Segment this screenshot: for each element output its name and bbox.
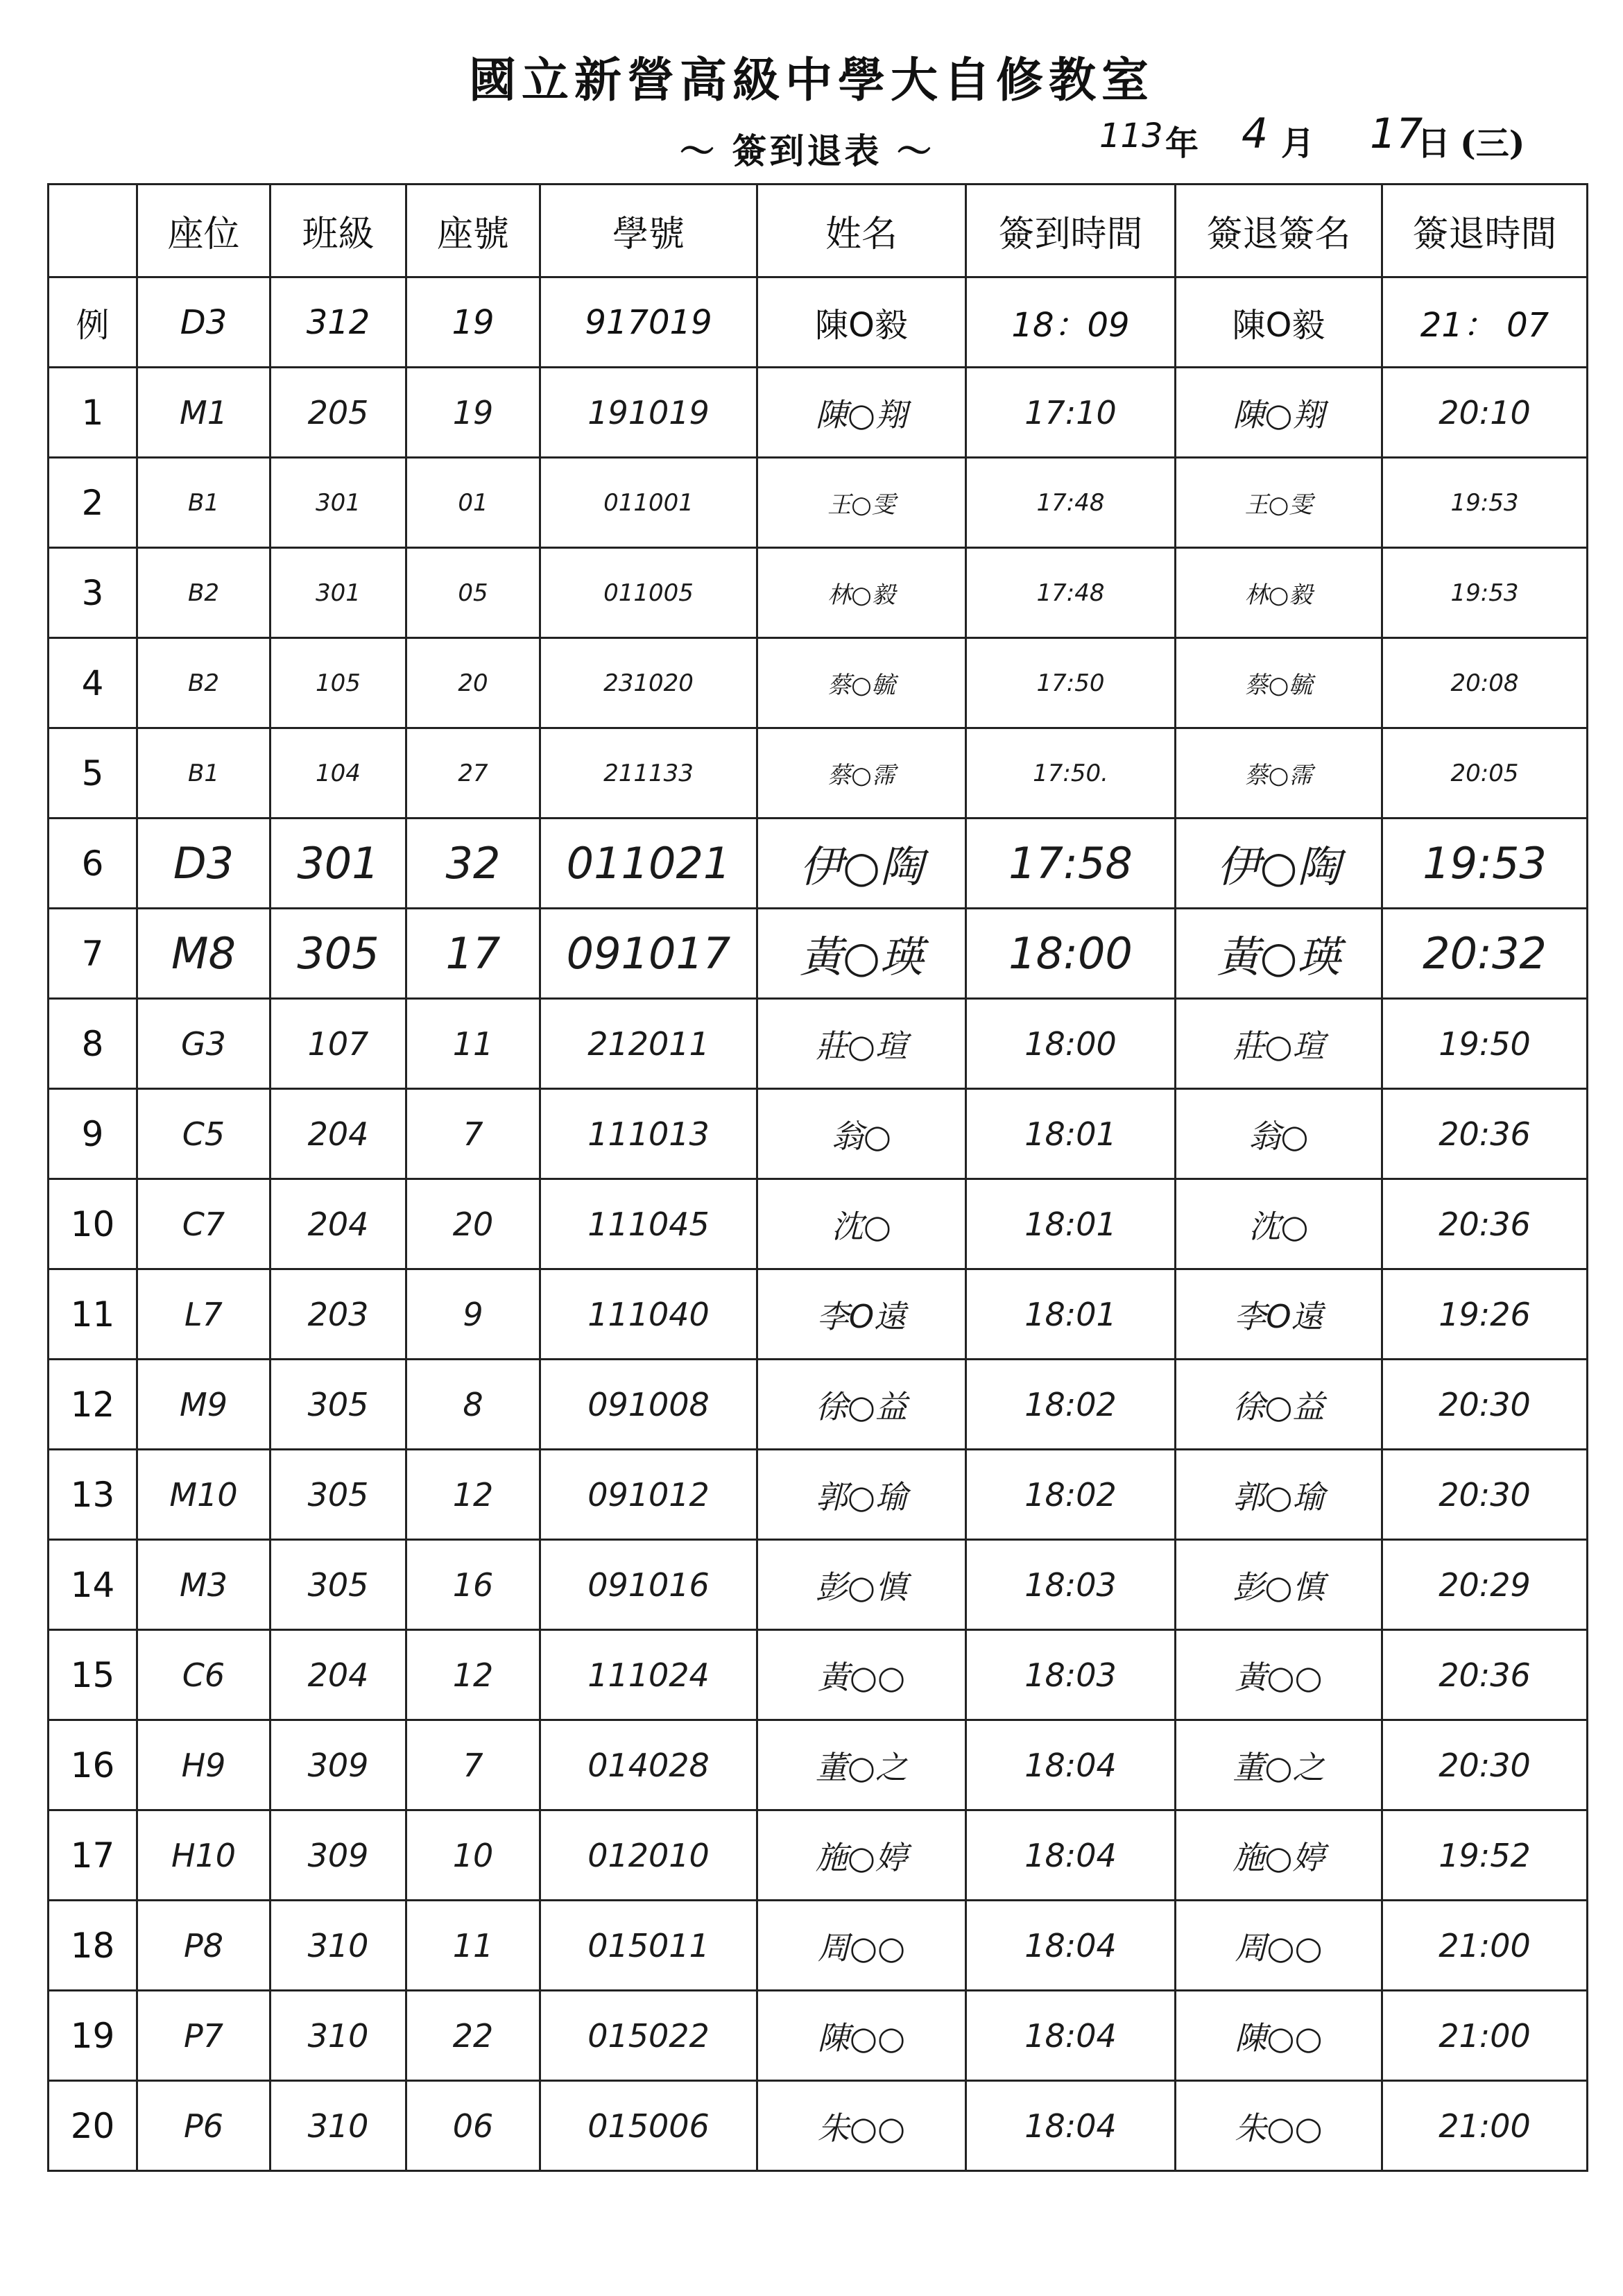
table-row: [49, 1810, 1588, 1901]
row-number: 19: [49, 1991, 137, 2081]
seat-no-cell: 16: [406, 1540, 540, 1630]
page-title: 國立新營高級中學大自修教室: [468, 53, 1154, 108]
col-header-sign-in-time: 簽到時間: [966, 185, 1176, 277]
class-cell: 204: [270, 1179, 406, 1269]
seat-cell: H10: [137, 1810, 270, 1901]
header-row: [49, 185, 1588, 277]
seat-no-cell: 05: [406, 548, 540, 638]
row-number: 17: [49, 1810, 137, 1901]
sign-out-name-cell: 周○○: [1176, 1901, 1382, 1991]
name-cell: 朱○○: [757, 2081, 966, 2171]
student-id-cell: 015011: [540, 1901, 757, 1991]
example-sign-out-time: 21： 07: [1382, 277, 1588, 368]
sign-out-time-cell: 19:26: [1382, 1269, 1588, 1360]
table-row: [49, 1179, 1588, 1269]
seat-no-cell: 01: [406, 458, 540, 548]
sign-in-time-cell: 17:10: [966, 368, 1176, 458]
row-number: 10: [49, 1179, 137, 1269]
sign-out-time-cell: 20:30: [1382, 1720, 1588, 1810]
student-id-cell: 111024: [540, 1630, 757, 1720]
col-header-seat-no: 座號: [406, 185, 540, 277]
table-row: [49, 728, 1588, 819]
student-id-cell: 212011: [540, 999, 757, 1089]
col-header-sign-out-name: 簽退簽名: [1176, 185, 1382, 277]
sign-in-time-cell: 18:03: [966, 1540, 1176, 1630]
col-header-seat: 座位: [137, 185, 270, 277]
name-cell: 彭○慎: [757, 1540, 966, 1630]
student-id-cell: 091008: [540, 1360, 757, 1450]
name-cell: 施○婷: [757, 1810, 966, 1901]
table-row: [49, 1720, 1588, 1810]
table-row: [49, 2081, 1588, 2171]
sign-out-time-cell: 20:36: [1382, 1179, 1588, 1269]
sign-out-name-cell: 黃○瑛: [1176, 909, 1382, 999]
sign-out-time-cell: 21:00: [1382, 1901, 1588, 1991]
seat-cell: M8: [137, 909, 270, 999]
table-row: [49, 1991, 1588, 2081]
row-number: 9: [49, 1089, 137, 1179]
student-id-cell: 011021: [540, 819, 757, 909]
row-number: 4: [49, 638, 137, 728]
seat-no-cell: 7: [406, 1089, 540, 1179]
form-subtitle: 〜 簽到退表 〜: [680, 130, 934, 171]
row-number: 11: [49, 1269, 137, 1360]
seat-no-cell: 7: [406, 1720, 540, 1810]
sign-out-name-cell: 郭○瑜: [1176, 1450, 1382, 1540]
sign-in-time-cell: 17:48: [966, 458, 1176, 548]
name-cell: 徐○益: [757, 1360, 966, 1450]
example-row: [49, 277, 1588, 368]
sign-out-time-cell: 20:08: [1382, 638, 1588, 728]
col-header-sign-out-time: 簽退時間: [1382, 185, 1588, 277]
sign-in-time-cell: 18:01: [966, 1089, 1176, 1179]
sign-in-time-cell: 18:04: [966, 2081, 1176, 2171]
sign-out-time-cell: 20:36: [1382, 1089, 1588, 1179]
seat-cell: C5: [137, 1089, 270, 1179]
student-id-cell: 211133: [540, 728, 757, 819]
row-number: 20: [49, 2081, 137, 2171]
name-cell: 周○○: [757, 1901, 966, 1991]
name-cell: 黃○瑛: [757, 909, 966, 999]
table-row: [49, 819, 1588, 909]
sign-out-name-cell: 伊○陶: [1176, 819, 1382, 909]
sign-out-name-cell: 王○雯: [1176, 458, 1382, 548]
date-year-unit: 年: [1165, 124, 1199, 163]
seat-no-cell: 10: [406, 1810, 540, 1901]
table-row: [49, 548, 1588, 638]
sign-out-name-cell: 董○之: [1176, 1720, 1382, 1810]
name-cell: 李O遠: [757, 1269, 966, 1360]
class-cell: 305: [270, 1360, 406, 1450]
sign-in-time-cell: 18:00: [966, 999, 1176, 1089]
student-id-cell: 111040: [540, 1269, 757, 1360]
sign-in-time-cell: 18:03: [966, 1630, 1176, 1720]
seat-cell: B2: [137, 548, 270, 638]
sign-in-time-cell: 18:00: [966, 909, 1176, 999]
sign-out-name-cell: 莊○瑄: [1176, 999, 1382, 1089]
table-row: [49, 458, 1588, 548]
name-cell: 郭○瑜: [757, 1450, 966, 1540]
seat-cell: B1: [137, 728, 270, 819]
sign-out-time-cell: 21:00: [1382, 2081, 1588, 2171]
seat-cell: G3: [137, 999, 270, 1089]
seat-cell: P6: [137, 2081, 270, 2171]
student-id-cell: 111013: [540, 1089, 757, 1179]
name-cell: 莊○瑄: [757, 999, 966, 1089]
sign-in-time-cell: 18:04: [966, 1720, 1176, 1810]
student-id-cell: 014028: [540, 1720, 757, 1810]
seat-cell: B1: [137, 458, 270, 548]
sign-out-name-cell: 陳○○: [1176, 1991, 1382, 2081]
seat-cell: D3: [137, 819, 270, 909]
sign-in-time-cell: 17:50.: [966, 728, 1176, 819]
sign-out-time-cell: 20:32: [1382, 909, 1588, 999]
example-name: 陳O毅: [757, 277, 966, 368]
row-number: 6: [49, 819, 137, 909]
student-id-cell: 091012: [540, 1450, 757, 1540]
class-cell: 205: [270, 368, 406, 458]
class-cell: 301: [270, 548, 406, 638]
seat-cell: P8: [137, 1901, 270, 1991]
table-row: [49, 1269, 1588, 1360]
example-seat: D3: [137, 277, 270, 368]
name-cell: 董○之: [757, 1720, 966, 1810]
row-number: 7: [49, 909, 137, 999]
example-label: 例: [49, 277, 137, 368]
seat-cell: C7: [137, 1179, 270, 1269]
name-cell: 陳○翔: [757, 368, 966, 458]
seat-cell: L7: [137, 1269, 270, 1360]
row-number: 15: [49, 1630, 137, 1720]
seat-no-cell: 20: [406, 638, 540, 728]
row-number: 1: [49, 368, 137, 458]
sign-out-name-cell: 蔡○毓: [1176, 638, 1382, 728]
sign-out-name-cell: 蔡○霈: [1176, 728, 1382, 819]
sign-out-time-cell: 20:29: [1382, 1540, 1588, 1630]
class-cell: 305: [270, 1450, 406, 1540]
example-student-id: 917019: [540, 277, 757, 368]
seat-no-cell: 32: [406, 819, 540, 909]
sign-out-time-cell: 20:30: [1382, 1360, 1588, 1450]
row-number: 13: [49, 1450, 137, 1540]
table-row: [49, 909, 1588, 999]
name-cell: 伊○陶: [757, 819, 966, 909]
date-weekday: (三): [1460, 124, 1525, 163]
date-month-unit: 月: [1281, 124, 1315, 163]
sign-in-time-cell: 18:01: [966, 1179, 1176, 1269]
class-cell: 301: [270, 819, 406, 909]
seat-no-cell: 12: [406, 1450, 540, 1540]
class-cell: 305: [270, 1540, 406, 1630]
row-number: 2: [49, 458, 137, 548]
student-id-cell: 015006: [540, 2081, 757, 2171]
sign-out-name-cell: 黃○○: [1176, 1630, 1382, 1720]
sign-in-time-cell: 18:02: [966, 1360, 1176, 1450]
class-cell: 105: [270, 638, 406, 728]
table-row: [49, 368, 1588, 458]
col-header-student-id: 學號: [540, 185, 757, 277]
sign-out-name-cell: 彭○慎: [1176, 1540, 1382, 1630]
sign-in-time-cell: 18:04: [966, 1810, 1176, 1901]
student-id-cell: 012010: [540, 1810, 757, 1901]
table-row: [49, 1630, 1588, 1720]
col-header-class: 班級: [270, 185, 406, 277]
sign-in-time-cell: 18:04: [966, 1991, 1176, 2081]
class-cell: 107: [270, 999, 406, 1089]
student-id-cell: 015022: [540, 1991, 757, 2081]
row-number: 14: [49, 1540, 137, 1630]
sign-in-time-cell: 17:58: [966, 819, 1176, 909]
seat-cell: B2: [137, 638, 270, 728]
sign-in-time-cell: 17:48: [966, 548, 1176, 638]
sign-out-name-cell: 徐○益: [1176, 1360, 1382, 1450]
sign-out-time-cell: 19:52: [1382, 1810, 1588, 1901]
name-cell: 沈○: [757, 1179, 966, 1269]
example-seat-no: 19: [406, 277, 540, 368]
sign-out-time-cell: 19:53: [1382, 548, 1588, 638]
seat-cell: C6: [137, 1630, 270, 1720]
sign-out-name-cell: 陳○翔: [1176, 368, 1382, 458]
sign-out-name-cell: 沈○: [1176, 1179, 1382, 1269]
seat-no-cell: 11: [406, 1901, 540, 1991]
seat-cell: M10: [137, 1450, 270, 1540]
table-row: [49, 638, 1588, 728]
date-day-unit: 日: [1417, 124, 1451, 163]
name-cell: 蔡○霈: [757, 728, 966, 819]
student-id-cell: 231020: [540, 638, 757, 728]
sign-out-name-cell: 李O遠: [1176, 1269, 1382, 1360]
table-row: [49, 999, 1588, 1089]
sign-out-time-cell: 19:53: [1382, 458, 1588, 548]
seat-cell: M9: [137, 1360, 270, 1450]
seat-no-cell: 06: [406, 2081, 540, 2171]
name-cell: 黃○○: [757, 1630, 966, 1720]
class-cell: 204: [270, 1630, 406, 1720]
seat-no-cell: 17: [406, 909, 540, 999]
date-month: 4: [1242, 110, 1269, 158]
table-row: [49, 1540, 1588, 1630]
name-cell: 蔡○毓: [757, 638, 966, 728]
example-sign-out-name: 陳O毅: [1176, 277, 1382, 368]
class-cell: 310: [270, 2081, 406, 2171]
sign-out-name-cell: 施○婷: [1176, 1810, 1382, 1901]
example-sign-in: 18：09: [966, 277, 1176, 368]
class-cell: 301: [270, 458, 406, 548]
row-number: 18: [49, 1901, 137, 1991]
sign-in-time-cell: 18:01: [966, 1269, 1176, 1360]
sign-out-time-cell: 20:10: [1382, 368, 1588, 458]
class-cell: 309: [270, 1720, 406, 1810]
name-cell: 林○毅: [757, 548, 966, 638]
table-row: [49, 1450, 1588, 1540]
date-year: 113: [1099, 117, 1163, 155]
class-cell: 305: [270, 909, 406, 999]
class-cell: 203: [270, 1269, 406, 1360]
student-id-cell: 011001: [540, 458, 757, 548]
student-id-cell: 091017: [540, 909, 757, 999]
col-header-index: [49, 185, 137, 277]
seat-cell: H9: [137, 1720, 270, 1810]
seat-no-cell: 27: [406, 728, 540, 819]
seat-no-cell: 20: [406, 1179, 540, 1269]
date-day: 17: [1370, 110, 1423, 158]
row-number: 3: [49, 548, 137, 638]
row-number: 12: [49, 1360, 137, 1450]
example-class: 312: [270, 277, 406, 368]
seat-cell: M3: [137, 1540, 270, 1630]
seat-cell: M1: [137, 368, 270, 458]
sign-out-name-cell: 翁○: [1176, 1089, 1382, 1179]
class-cell: 310: [270, 1991, 406, 2081]
name-cell: 陳○○: [757, 1991, 966, 2081]
seat-no-cell: 19: [406, 368, 540, 458]
name-cell: 翁○: [757, 1089, 966, 1179]
sign-out-time-cell: 20:30: [1382, 1450, 1588, 1540]
student-id-cell: 011005: [540, 548, 757, 638]
seat-no-cell: 22: [406, 1991, 540, 2081]
seat-no-cell: 12: [406, 1630, 540, 1720]
sign-out-name-cell: 朱○○: [1176, 2081, 1382, 2171]
name-cell: 王○雯: [757, 458, 966, 548]
table-row: [49, 1089, 1588, 1179]
sign-in-time-cell: 18:02: [966, 1450, 1176, 1540]
sign-out-time-cell: 19:50: [1382, 999, 1588, 1089]
class-cell: 104: [270, 728, 406, 819]
student-id-cell: 191019: [540, 368, 757, 458]
row-number: 16: [49, 1720, 137, 1810]
sign-in-time-cell: 17:50: [966, 638, 1176, 728]
table-row: [49, 1901, 1588, 1991]
sign-out-time-cell: 21:00: [1382, 1991, 1588, 2081]
class-cell: 310: [270, 1901, 406, 1991]
class-cell: 204: [270, 1089, 406, 1179]
student-id-cell: 111045: [540, 1179, 757, 1269]
sign-out-name-cell: 林○毅: [1176, 548, 1382, 638]
seat-no-cell: 11: [406, 999, 540, 1089]
table-row: [49, 1360, 1588, 1450]
sign-out-time-cell: 20:36: [1382, 1630, 1588, 1720]
sign-in-time-cell: 18:04: [966, 1901, 1176, 1991]
row-number: 8: [49, 999, 137, 1089]
sign-out-time-cell: 20:05: [1382, 728, 1588, 819]
seat-no-cell: 8: [406, 1360, 540, 1450]
class-cell: 309: [270, 1810, 406, 1901]
student-id-cell: 091016: [540, 1540, 757, 1630]
row-number: 5: [49, 728, 137, 819]
seat-no-cell: 9: [406, 1269, 540, 1360]
seat-cell: P7: [137, 1991, 270, 2081]
col-header-name: 姓名: [757, 185, 966, 277]
sign-in-table: [47, 183, 1588, 2172]
sign-out-time-cell: 19:53: [1382, 819, 1588, 909]
